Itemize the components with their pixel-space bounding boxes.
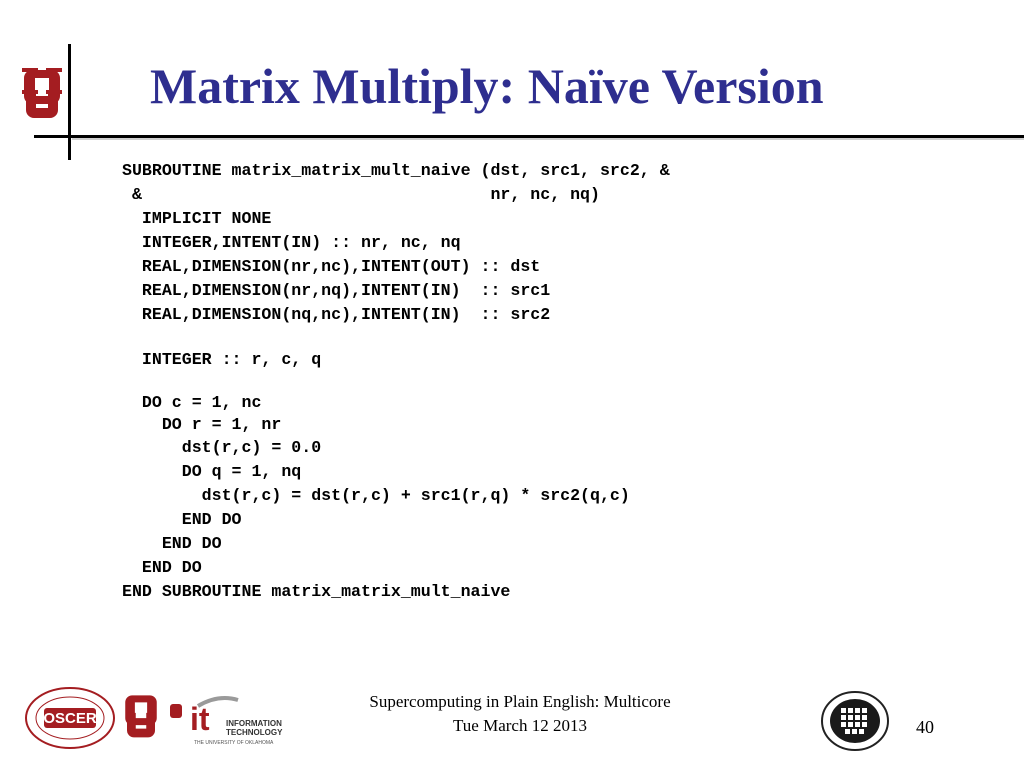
page-number: 40 bbox=[916, 717, 934, 737]
it-logo-line1: INFORMATION bbox=[226, 719, 282, 728]
ou-logo-icon bbox=[18, 66, 66, 128]
ou-footer-logo-icon bbox=[120, 690, 162, 748]
code-line: IMPLICIT NONE bbox=[122, 209, 272, 228]
code-line: dst(r,c) = dst(r,c) + src1(r,q) * src2(q,c) bbox=[122, 486, 630, 505]
supercomputing-center-logo-icon bbox=[820, 690, 890, 752]
code-line: dst(r,c) = 0.0 bbox=[122, 438, 322, 457]
code-line: REAL,DIMENSION(nr,nq),INTENT(IN) :: src1 bbox=[122, 281, 551, 300]
code-line: REAL,DIMENSION(nq,nc),INTENT(IN) :: src2 bbox=[122, 305, 551, 324]
it-logo-line3: THE UNIVERSITY OF OKLAHOMA bbox=[194, 740, 274, 746]
code-line: END DO bbox=[122, 510, 242, 529]
code-line: DO q = 1, nq bbox=[122, 462, 302, 481]
ou-it-logo-icon bbox=[168, 692, 288, 748]
code-line: END SUBROUTINE matrix_matrix_mult_naive bbox=[122, 582, 511, 601]
slide-title: Matrix Multiply: Naïve Version bbox=[150, 58, 824, 114]
code-line: INTEGER :: r, c, q bbox=[122, 350, 322, 369]
code-line: END DO bbox=[122, 534, 222, 553]
code-line: SUBROUTINE matrix_matrix_mult_naive (dst, src1, src2, & bbox=[122, 161, 670, 180]
it-logo-line2: TECHNOLOGY bbox=[226, 728, 283, 737]
code-line: REAL,DIMENSION(nr,nc),INTENT(OUT) :: dst bbox=[122, 257, 541, 276]
code-line: INTEGER,INTENT(IN) :: nr, nc, nq bbox=[122, 233, 461, 252]
code-line: END DO bbox=[122, 558, 202, 577]
vertical-rule bbox=[68, 44, 71, 160]
code-line: & nr, nc, nq) bbox=[122, 185, 600, 204]
footer-date: Tue March 12 2013 bbox=[453, 716, 587, 735]
footer-title: Supercomputing in Plain English: Multicore bbox=[369, 692, 671, 711]
horizontal-rule-shadow bbox=[72, 138, 1024, 140]
code-line: DO c = 1, nc bbox=[122, 393, 262, 412]
oscer-logo-icon bbox=[24, 686, 116, 750]
it-logo-text: it bbox=[190, 701, 210, 737]
oscer-logo-text: OSCER bbox=[43, 710, 97, 727]
code-line: DO r = 1, nr bbox=[122, 415, 282, 434]
